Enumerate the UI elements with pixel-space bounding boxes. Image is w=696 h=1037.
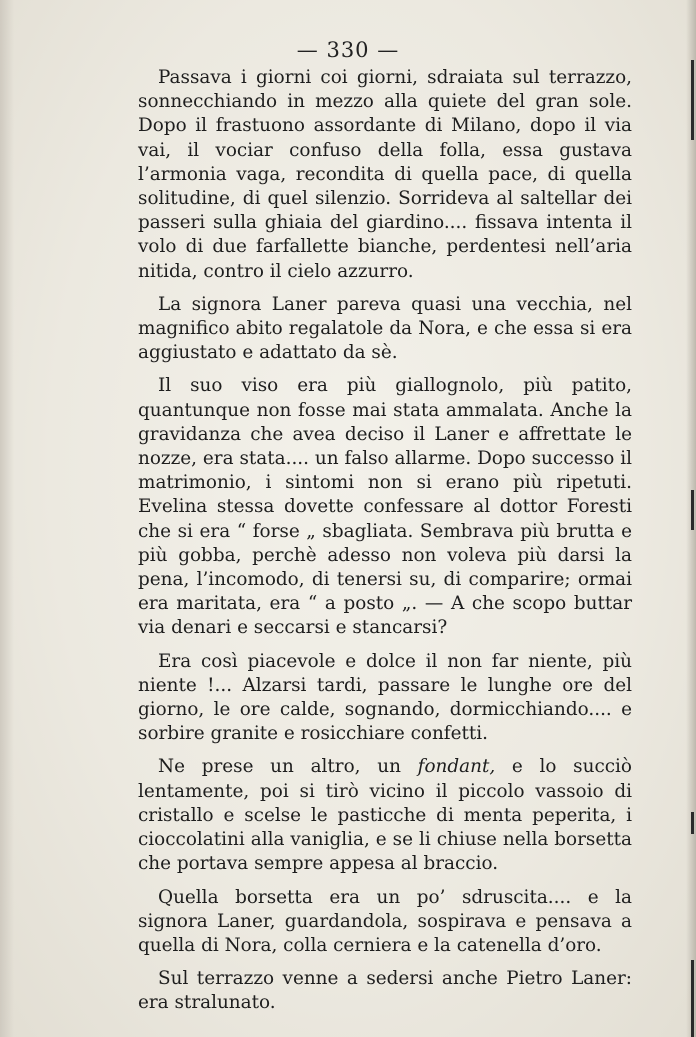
margin-mark: [691, 960, 694, 1037]
paragraph-5-before: Ne prese un altro, un: [158, 756, 418, 778]
page-left-shadow: [0, 0, 14, 1037]
body-text: [138, 66, 632, 1016]
paragraph-5-after: e lo succiò lentamente, poi si tirò vicino il piccolo vassoio di cristallo e scelse le pasticche di menta peperita, i cioccolatini alla vaniglia, e se li chiuse nella borsetta che portava sempre appesa al braccio.: [138, 756, 632, 875]
page-number: — 330 —: [296, 38, 400, 62]
margin-mark: [691, 60, 694, 140]
paragraph-4: Era così piacevole e dolce il non far niente, più niente !... Alzarsi tardi, passare le lunghe ore del giorno, le ore calde, sognando, dormicchiando.... e sorbire granite e rosicchiare confetti.: [138, 650, 632, 745]
paragraph-5-italic: fondant,: [417, 756, 496, 778]
paragraph-2: La signora Laner pareva quasi una vecchia, nel magnifico abito regalatole da Nora, e che essa si era aggiustato e adattato da sè.: [138, 293, 632, 364]
paragraph-6: Quella borsetta era un po’ sdruscita.... e la signora Laner, guardandola, sospirava e pensava a quella di Nora, colla cerniera e la catenella d’oro.: [138, 886, 632, 956]
margin-mark: [691, 812, 694, 834]
paragraph-1: Passava i giorni coi giorni, sdraiata sul terrazzo, sonnecchiando in mezzo alla quiete del gran sole. Dopo il frastuono assordante di Milano, dopo il via vai, il vociar confuso della folla, essa gustava l’armonia vaga, recondita di quella pace, di quella solitudine, di quel silenzio. Sorrideva al saltellar dei passeri sulla ghiaia del giardino.... fissava intenta il volo di due farfallette bianche, perdentesi nell’aria nitida, contro il cielo azzurro.: [138, 67, 632, 282]
margin-mark: [691, 490, 694, 530]
paragraph-5: [138, 755, 632, 876]
paragraph-7: Sul terrazzo venne a sedersi anche Pietro Laner: era stralunato.: [138, 968, 632, 1014]
paragraph-3: Il suo viso era più giallognolo, più patito, quantunque non fosse mai stata ammalata. Anche la gravidanza che avea deciso il Laner e affrettate le nozze, era stata.... un falso allarme. Dopo successo il matrimonio, i sintomi non si erano più ripetuti. Evelina stessa dovette confessare al dottor Foresti che si era “ forse „ sbagliata. Sembrava più brutta e più gobba, perchè adesso non voleva più darsi la pena, l’incomodo, di tenersi su, di comparire; ormai era maritata, era “ a posto „. — A che scopo buttar via denari e seccarsi e stancarsi?: [138, 375, 632, 639]
